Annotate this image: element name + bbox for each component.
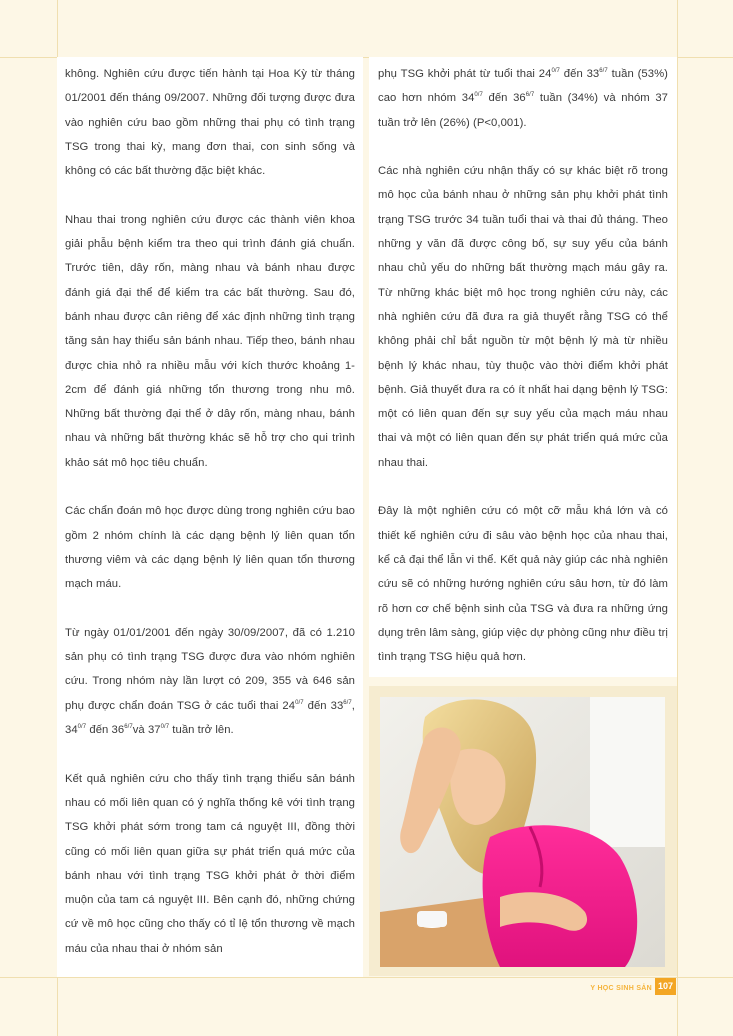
left-paragraph-5: Kết quả nghiên cứu cho thấy tình trạng thiểu sản bánh nhau có mối liên quan có ý nghĩa thống kê với tình trạng TSG khởi phát sớm trong tam cá nguyệt III, đồng thời cũng có mối liên quan giữa sự phát triển quá mức của bánh nhau với tình trạng TSG khởi phát ở thời điểm muộn của tam cá nguyệt III. Bên cạnh đó, những chứng cứ về mô học cũng cho thấy có tỉ lệ tổn thương về mạch máu của nhau thai ở nhóm sản	[65, 772, 355, 955]
left-paragraph-1: không. Nghiên cứu được tiến hành tại Hoa Kỳ từ tháng 01/2001 đến tháng 09/2007. Những đối tượng được đưa vào nghiên cứu bao gồm những thai phụ có tình trạng TSG trong thai kỳ, mang đơn thai, con sinh sống và không có các bất thường đặc biệt khác.	[65, 68, 355, 178]
right-paragraph-1: phụ TSG khởi phát từ tuổi thai $24^{0/7}$ đến $33^{6/7}$ tuần (53%) cao hơn nhóm $34^{0/7}$ đến $36^{6/7}$ tuần (34%) và nhóm 37 tuần trở lên (26%) (P<0,001).	[378, 68, 668, 129]
pregnant-woman-photo	[380, 697, 665, 967]
guide-line-right	[677, 0, 678, 1036]
journal-name: Y HỌC SINH SẢN	[590, 985, 652, 992]
guide-line-bottom	[0, 977, 733, 978]
left-paragraph-3: Các chẩn đoán mô học được dùng trong nghiên cứu bao gồm 2 nhóm chính là các dạng bệnh lý liên quan tổn thương viêm và các dạng bệnh lý liên quan tổn thương mạch máu.	[65, 505, 355, 591]
right-paragraph-2: Các nhà nghiên cứu nhận thấy có sự khác biệt rõ trong mô học của bánh nhau ở những sản phụ khởi phát tình trạng TSG trước 34 tuần tuổi thai và thai đủ tháng. Theo những y văn đã được công bố, sự suy yếu của bánh nhau chủ yếu do những bất thường mạch máu gây ra. Từ những khác biệt mô học trong nghiên cứu này, các nhà nghiên cứu đã đưa ra giả thuyết rằng TSG có thể không phải chỉ bắt nguồn từ một bệnh lý mà từ nhiều bệnh lý khác nhau, tùy thuộc vào thời điểm khởi phát bệnh. Giả thuyết đưa ra có ít nhất hai dạng bệnh lý TSG: một có liên quan đến sự suy yếu của mạch máu nhau thai và một có liên quan đến sự phát triển quá mức của nhau thai.	[378, 165, 668, 469]
right-paragraph-3: Đây là một nghiên cứu có một cỡ mẫu khá lớn và có thiết kế nghiên cứu đi sâu vào bệnh học của nhau thai, kể cả đại thể lẫn vi thể. Kết quả này giúp các nhà nghiên cứu sẽ có những hướng nghiên cứu sâu hơn, từ đó làm rõ hơn cơ chế bệnh sinh của TSG và đưa ra những ứng dụng trên lâm sàng, giúp việc dự phòng cũng như điều trị tình trạng TSG hiệu quả hơn.	[378, 505, 668, 664]
photo-frame	[369, 686, 677, 976]
left-paragraph-2: Nhau thai trong nghiên cứu được các thành viên khoa giải phẫu bệnh kiểm tra theo qui trình đánh giá chuẩn. Trước tiên, dây rốn, màng nhau và bánh nhau được đánh giá đại thể để kiểm tra các bất thường. Sau đó, bánh nhau được cân riêng để xác định những tình trạng tăng sản hay thiểu sản bánh nhau. Tiếp theo, bánh nhau được chia nhỏ ra nhiều mẫu với kích thước khoảng 1-2cm để đánh giá những tổn thương trong nhu mô. Những bất thường đại thể ở dây rốn, màng nhau, bánh nhau và những bất thường khác sẽ hỗ trợ cho qui trình khảo sát mô học tiêu chuẩn.	[65, 213, 355, 469]
left-paragraph-4: Từ ngày 01/01/2001 đến ngày 30/09/2007, đã có 1.210 sản phụ có tình trạng TSG được đưa vào nhóm nghiên cứu. Trong nhóm này lần lượt có 209, 355 và 646 sản phụ được chẩn đoán TSG ở các tuổi thai $24^{0/7}$ đến $33^{6/7}$, $34^{0/7}$ đến $36^{6/7}và$ $37^{0/7}$ tuần trở lên.	[65, 626, 355, 737]
page-number: 107	[655, 978, 676, 995]
left-column	[57, 57, 363, 977]
right-column	[369, 57, 677, 677]
